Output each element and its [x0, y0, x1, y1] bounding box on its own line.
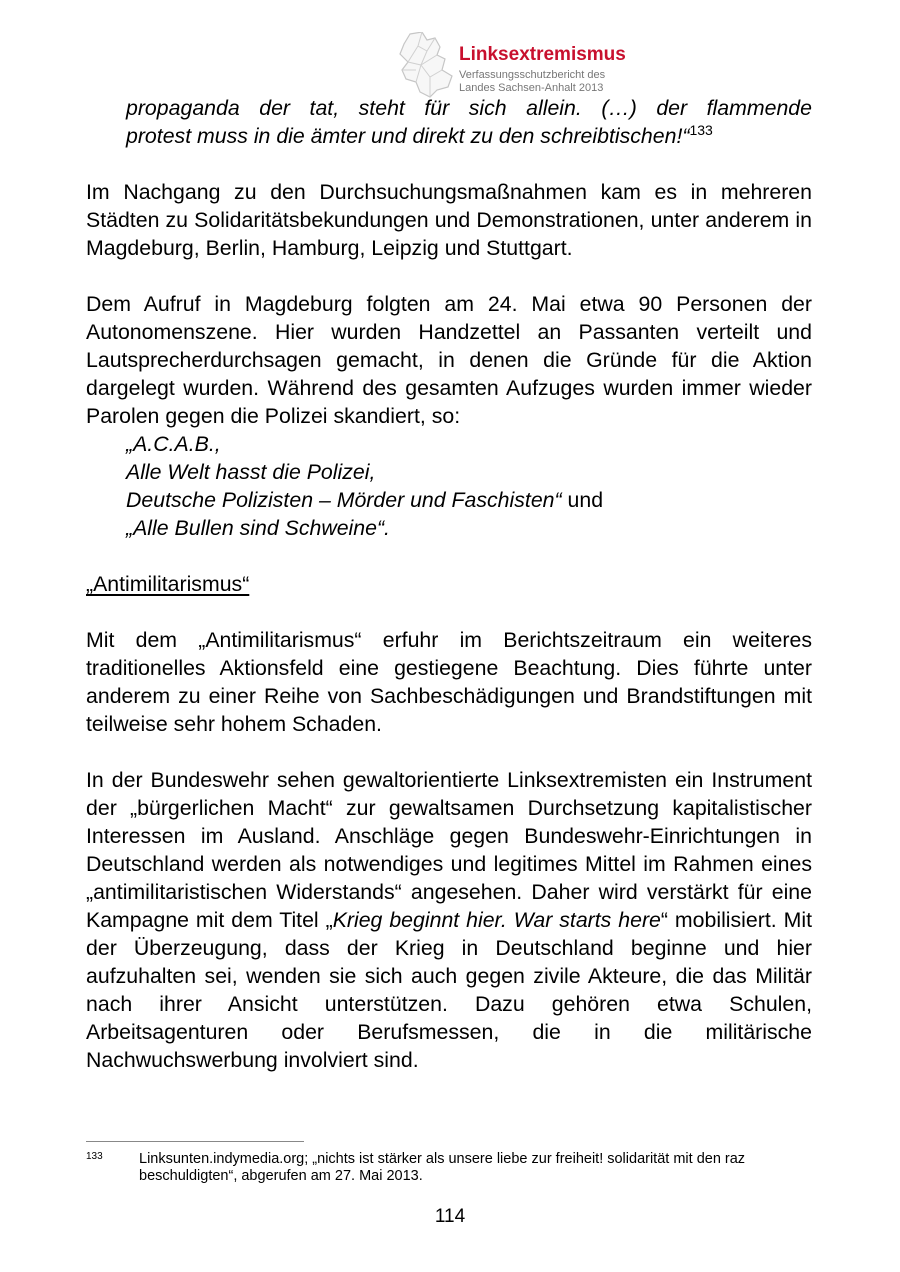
paragraph-solidarity: Im Nachgang zu den Durchsuchungsmaßnahmen kam es in mehreren Städten zu Solidaritätsbekundungen und Demonstrationen, unter anderem in Magdeburg, Berlin, Hamburg, Leipzig und Stuttgart. — [86, 180, 812, 260]
header-subtitle-line2: Landes Sachsen-Anhalt 2013 — [459, 82, 604, 94]
header-subtitle-line1: Verfassungsschutzbericht des — [459, 69, 606, 81]
header-title: Linksextremismus — [459, 44, 626, 65]
slogan-line-4: „Alle Bullen sind Schweine“. — [126, 516, 390, 540]
paragraph-antimilitarism: Mit dem „Antimilitarismus“ erfuhr im Berichtszeitraum ein weiteres traditionelles Aktionsfeld eine gestiegene Beachtung. Dies führte unter anderem zu einer Reihe von Sachbeschädigungen und Brandstiftungen mit teilweise sehr hohem Schaden. — [86, 628, 812, 736]
paragraph-bundeswehr — [86, 766, 812, 1074]
paragraph-magdeburg: Dem Aufruf in Magdeburg folgten am 24. Mai etwa 90 Personen der Autonomenszene. Hier wurden Handzettel an Passanten verteilt und Lautsprecherdurchsagen gemacht, in denen die Gründe für die Aktion dargelegt wurden. Während des gesamten Aufzuges wurden immer wieder Parolen gegen die Polizei skandiert, so: — [86, 292, 812, 428]
footnote-reference: 133 — [689, 121, 713, 138]
campaign-title: Krieg beginnt hier. War starts here — [332, 908, 661, 932]
paragraph-bundeswehr-part2: “ mobilisiert. Mit der Überzeugung, dass der Krieg in Deutschland beginne und hier aufzuhalten sei, wenden sie sich auch gegen zivile Akteure, die das Militär nach ihrer Ansicht unterstützen. Dazu gehören etwa Schulen, Arbeitsagenturen oder Berufsmessen, die in die militärische Nachwuchswerbung involviert sind. — [86, 908, 812, 1072]
slogan-line-2: Alle Welt hasst die Polizei, — [126, 460, 376, 484]
quote-line-2 — [86, 122, 812, 150]
quote-line-2-text: protest muss in die ämter und direkt zu den schreibtischen!“ — [126, 124, 690, 148]
main-content — [86, 94, 812, 1074]
page-number: 114 — [434, 1206, 466, 1227]
slogan-line-3: Deutsche Polizisten – Mörder und Faschisten“ — [126, 488, 562, 512]
footnote — [86, 1151, 786, 1185]
state-map-logo — [396, 32, 458, 98]
slogans-block — [86, 430, 812, 542]
document-header — [396, 32, 696, 98]
slogan-line-1: „A.C.A.B., — [126, 432, 221, 456]
quote-line-1: propaganda der tat, steht für sich allein. (…) der flammende — [126, 96, 812, 120]
footnote-text: Linksunten.indymedia.org; „nichts ist stärker als unsere liebe zur freiheit! solidarität mit den raz beschuldigten“, abgerufen am 27. Mai 2013. — [139, 1151, 746, 1184]
footnote-number: 133 — [86, 1151, 103, 1162]
slogan-connector: und — [561, 488, 604, 512]
section-heading: „Antimilitarismus“ — [86, 572, 250, 596]
footnote-separator — [86, 1141, 304, 1142]
paragraph-bundeswehr-part1: In der Bundeswehr sehen gewaltorientierte Linksextremisten ein Instrument der „bürgerlichen Macht“ zur gewaltsamen Durchsetzung kapitalistischer Interessen im Ausland. Anschläge gegen Bundeswehr-Einrichtungen in Deutschland werden als notwendiges und legitimes Mittel im Rahmen eines „antimilitaristischen Widerstands“ angesehen. Daher wird verstärkt für eine Kampagne mit dem Titel „ — [86, 768, 812, 932]
